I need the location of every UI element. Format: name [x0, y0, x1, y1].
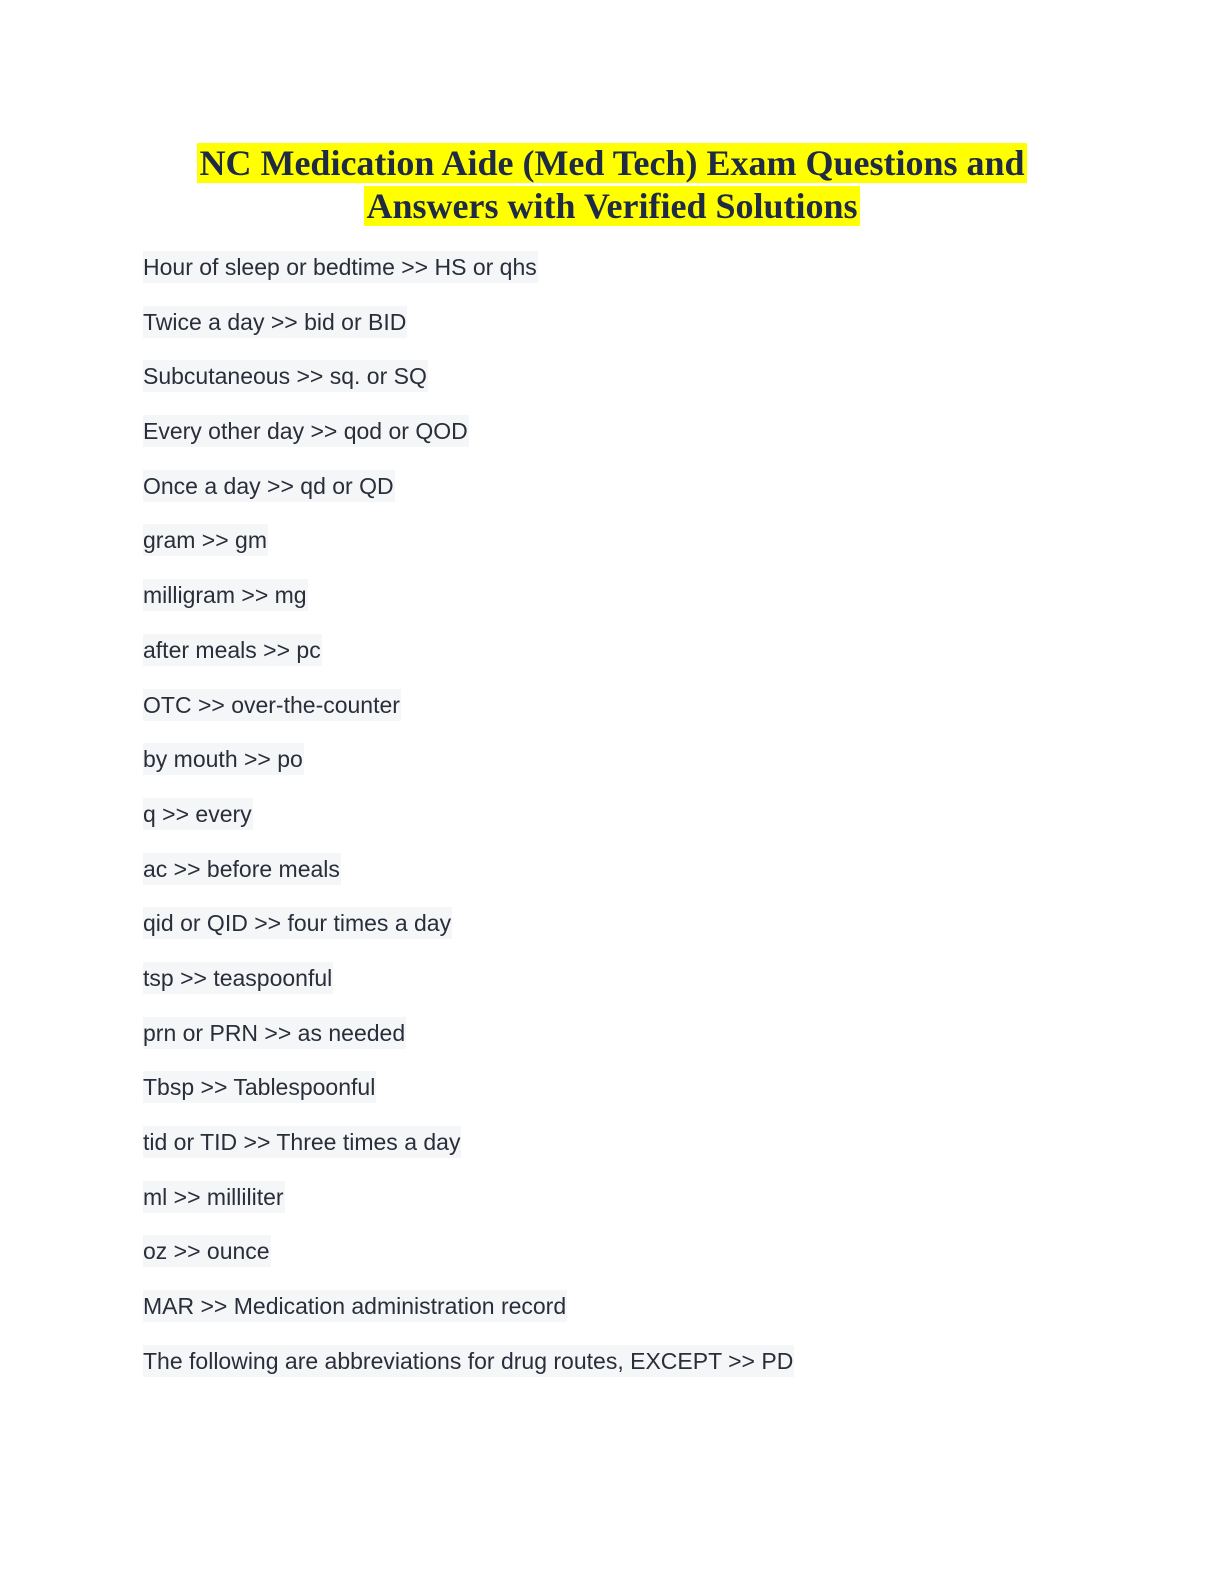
qa-text: oz >> ounce [143, 1235, 271, 1267]
qa-text: Every other day >> qod or QOD [143, 415, 469, 447]
list-item [143, 798, 794, 853]
list-item [143, 1017, 794, 1072]
qa-text: by mouth >> po [143, 743, 304, 775]
qa-text: Subcutaneous >> sq. or SQ [143, 360, 428, 392]
qa-text: prn or PRN >> as needed [143, 1017, 406, 1049]
qa-text: gram >> gm [143, 524, 268, 556]
qa-list [143, 251, 794, 1399]
qa-text: qid or QID >> four times a day [143, 907, 452, 939]
list-item [143, 1235, 794, 1290]
list-item [143, 907, 794, 962]
qa-text: Twice a day >> bid or BID [143, 306, 407, 338]
qa-text: OTC >> over-the-counter [143, 689, 401, 721]
list-item [143, 634, 794, 689]
qa-text: The following are abbreviations for drug routes, EXCEPT >> PD [143, 1345, 794, 1377]
list-item [143, 251, 794, 306]
qa-text: tid or TID >> Three times a day [143, 1126, 461, 1158]
title-line-2: Answers with Verified Solutions [366, 186, 858, 226]
list-item [143, 524, 794, 579]
list-item [143, 1181, 794, 1236]
document-title [143, 142, 1081, 228]
qa-text: Once a day >> qd or QD [143, 470, 395, 502]
list-item [143, 962, 794, 1017]
qa-text: tsp >> teaspoonful [143, 962, 333, 994]
qa-text: Hour of sleep or bedtime >> HS or qhs [143, 251, 538, 283]
list-item [143, 853, 794, 908]
list-item [143, 689, 794, 744]
list-item [143, 470, 794, 525]
qa-text: after meals >> pc [143, 634, 322, 666]
qa-text: q >> every [143, 798, 253, 830]
list-item [143, 743, 794, 798]
list-item [143, 579, 794, 634]
qa-text: milligram >> mg [143, 579, 308, 611]
list-item [143, 360, 794, 415]
list-item [143, 1345, 794, 1400]
title-line-1: NC Medication Aide (Med Tech) Exam Questions and [199, 143, 1025, 183]
qa-text: ml >> milliliter [143, 1181, 285, 1213]
list-item [143, 1071, 794, 1126]
qa-text: MAR >> Medication administration record [143, 1290, 567, 1322]
qa-text: Tbsp >> Tablespoonful [143, 1071, 376, 1103]
list-item [143, 1290, 794, 1345]
list-item [143, 306, 794, 361]
list-item [143, 415, 794, 470]
list-item [143, 1126, 794, 1181]
qa-text: ac >> before meals [143, 853, 341, 885]
